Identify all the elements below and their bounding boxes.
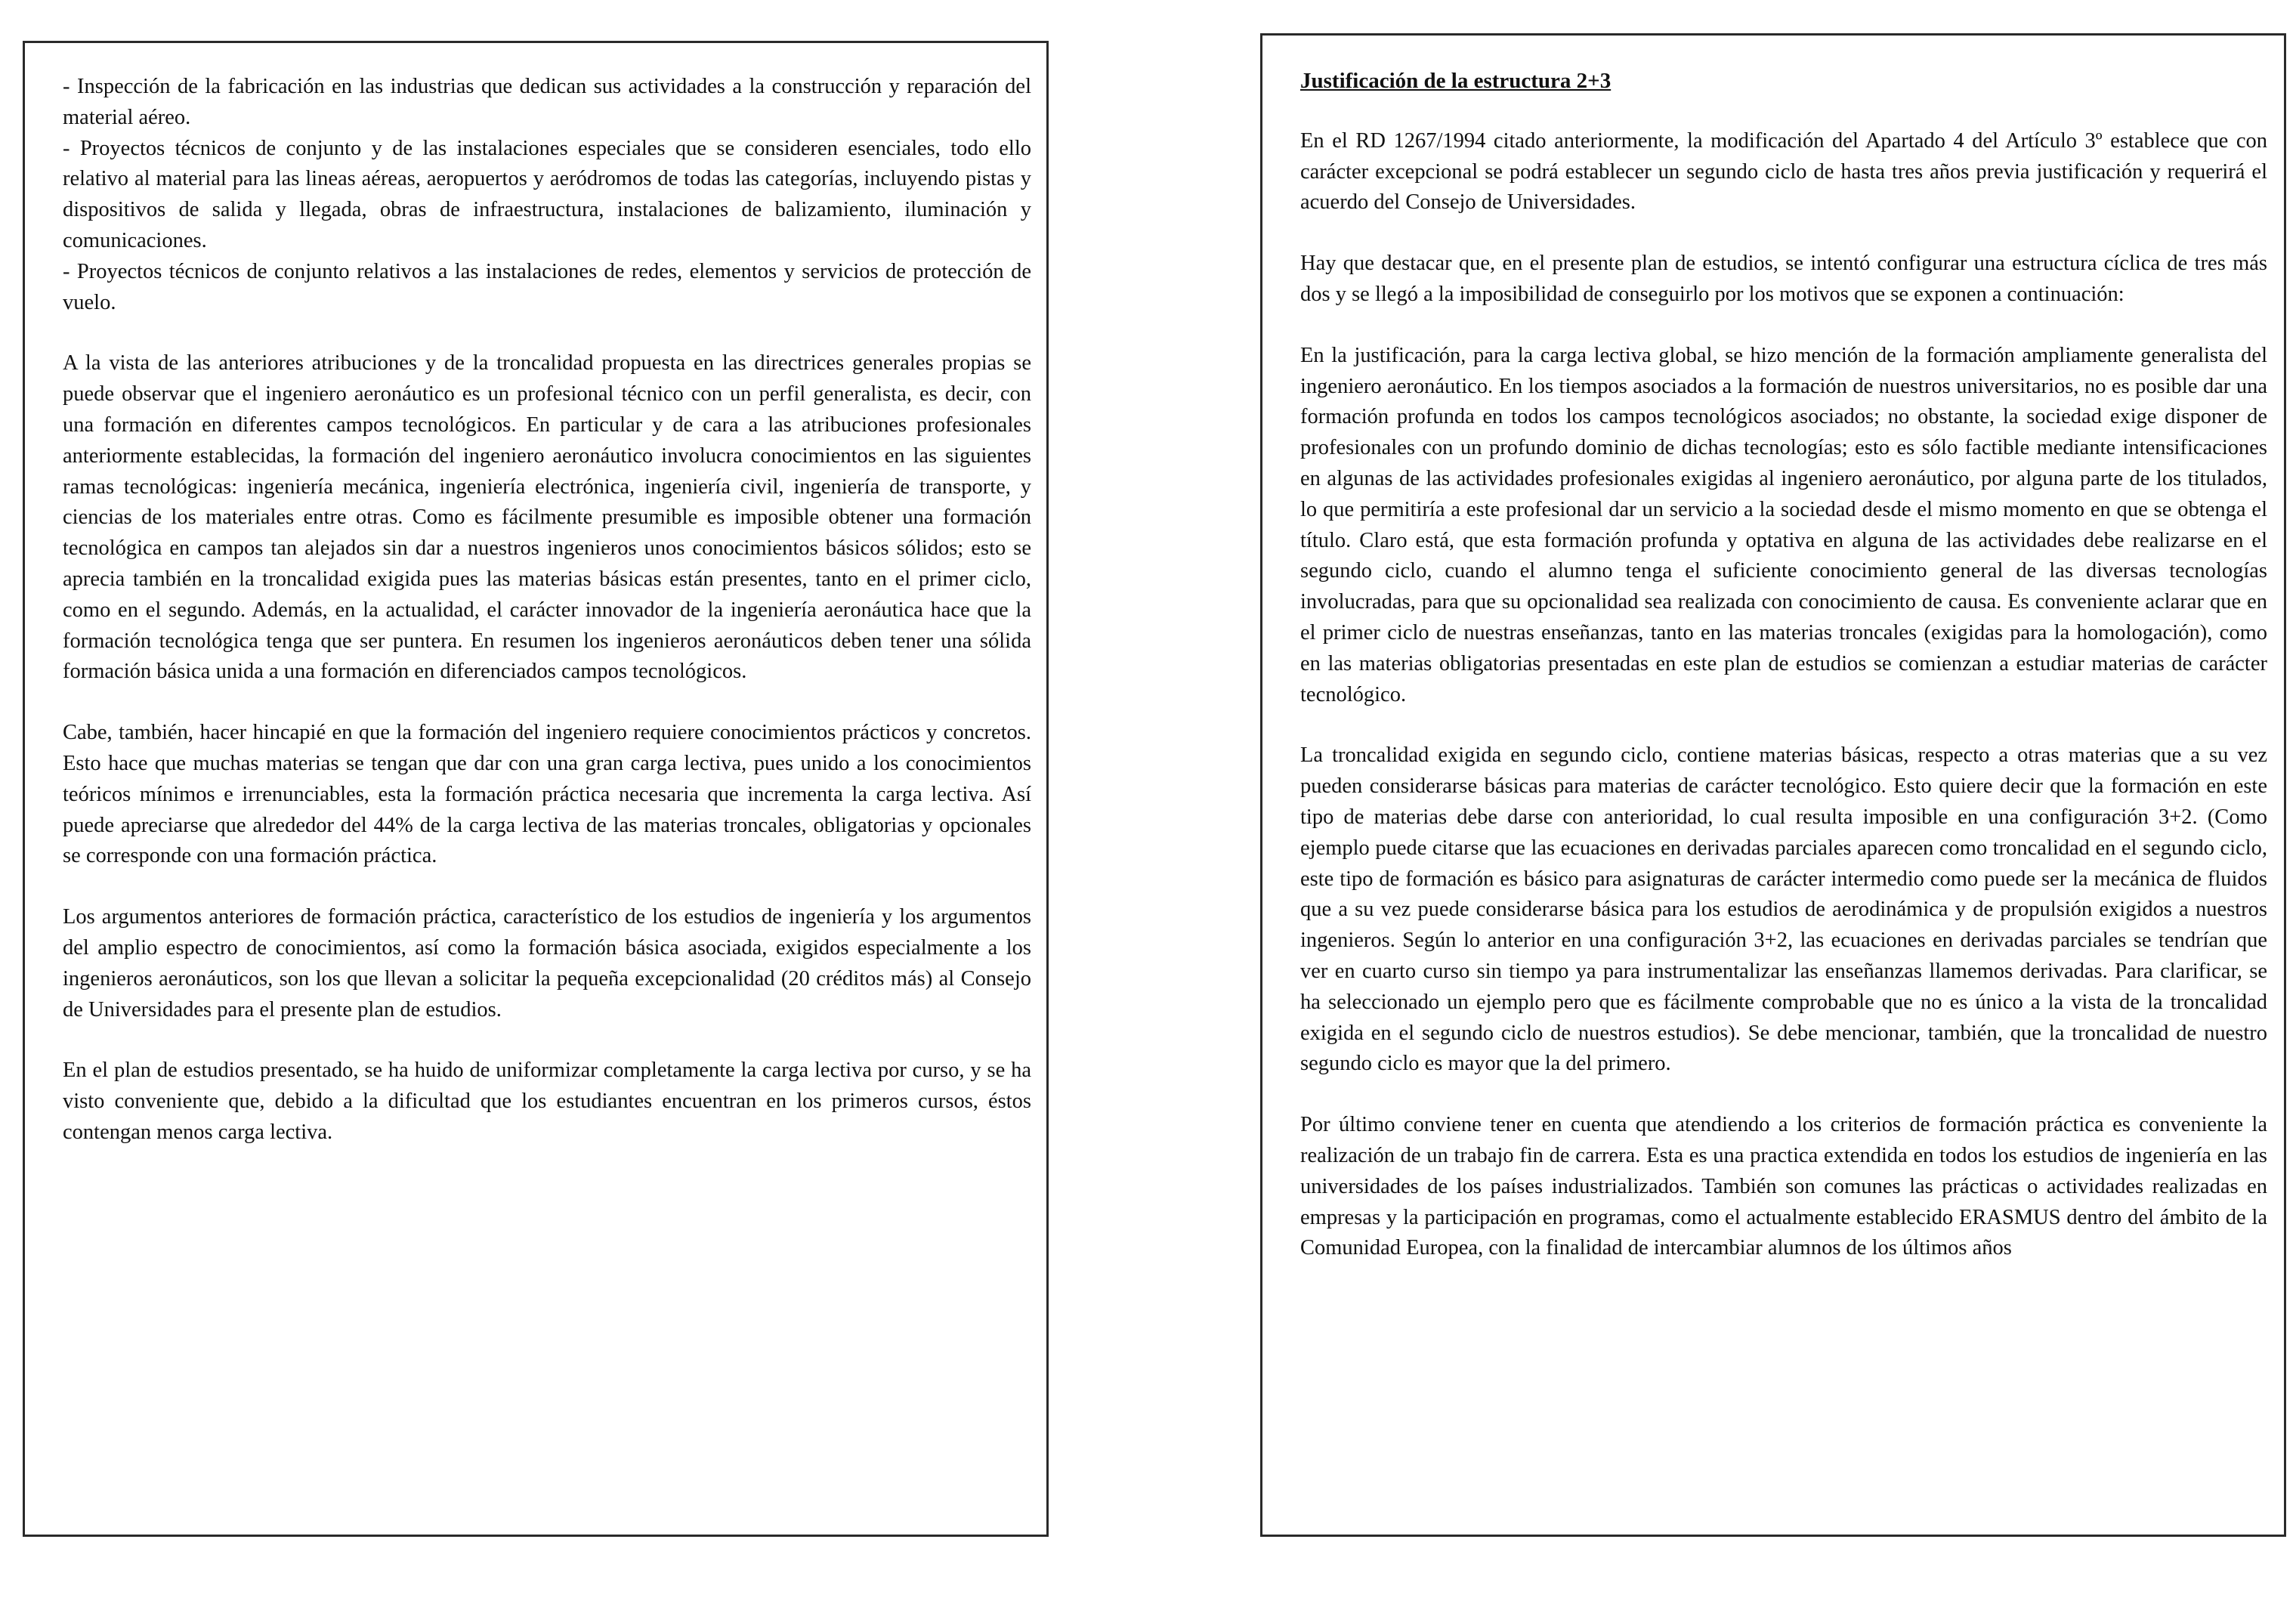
bullet-proyectos-instalaciones: - Proyectos técnicos de conjunto y de las instalaciones especiales que se consideren esenciales, todo ello relativo al material para las lineas aéreas, aeropuertos y aeródromos de todas las categorías, incluyendo pistas y dispositivos de salida y llegada, obras de infraestructura, instalaciones de balizamiento, iluminación y comunicaciones. — [63, 136, 1031, 252]
paragraph-argumentos: Los argumentos anteriores de formación práctica, característico de los estudios de ingeniería y los argumentos del amplio espectro de conocimientos, así como la formación básica asociada, exigidos especialmente a los ingenieros aeronáuticos, son los que llevan a solicitar la pequeña excepcionalidad (20 créditos más) al Consejo de Universidades para el presente plan de estudios. — [63, 905, 1031, 1022]
paragraph-destacar: Hay que destacar que, en el presente plan de estudios, se intentó configurar una estructura cíclica de tres más dos y se llegó a la imposibilidad de conseguirlo por los motivos que se exponen a continuación: — [1300, 252, 2267, 306]
section-title: Justificación de la estructura 2+3 — [1300, 69, 1612, 93]
bullet-inspeccion: - Inspección de la fabricación en las industrias que dedican sus actividades a la construcción y reparación del material aéreo. — [63, 75, 1031, 129]
paragraph-plan-estudios: En el plan de estudios presentado, se ha huido de uniformizar completamente la carga lectiva por curso, y se ha visto conveniente que, debido a la dificultad que los estudiantes encuentran en los primeros cursos, éstos contengan menos carga lectiva. — [63, 1059, 1031, 1144]
paragraph-justificacion: En la justificación, para la carga lectiva global, se hizo mención de la formación ampliamente generalista del ingeniero aeronáutico. En los tiempos asociados a la formación de nuestros universitarios, no es posible dar una formación profunda en todos los campos tecnológicos asociados; no obstante, la sociedad exige disponer de profesionales con un profundo dominio de dichas tecnologías; esto es sólo factible mediante intensificaciones en algunas de las actividades profesionales exigidas al ingeniero aeronáutico, por alguna parte de los titulados, lo que permitiría a este profesional dar un servicio a la sociedad desde el mismo momento en que se obtenga el título. Claro está, que esta formación profunda y optativa en alguna de las actividades debe realizarse en el segundo ciclo, cuando el alumno tenga el suficiente conocimiento general de las diversas tecnologías involucradas, para que su opcionalidad sea realizada con conocimiento de causa. Es conveniente aclarar que en el primer ciclo de nuestras enseñanzas, tanto en las materias troncales (exigidas para la homologación), como en las materias obligatorias presentadas en este plan de estudios se comienzan a estudiar materias de carácter tecnológico. — [1300, 343, 2267, 706]
paragraph-rd: En el RD 1267/1994 citado anteriormente, la modificación del Apartado 4 del Artículo 3º establece que con carácter excepcional se podrá establecer un segundo ciclo de hasta tres años previa justificación y requerirá el acuerdo del Consejo de Universidades. — [1300, 128, 2267, 215]
right-page — [1260, 33, 2286, 1537]
left-page — [23, 41, 1049, 1537]
paragraph-atribuciones: A la vista de las anteriores atribuciones y de la troncalidad propuesta en las directrices generales propias se puede observar que el ingeniero aeronáutico es un profesional técnico con un perfil generalista, es decir, con una formación en diferentes campos tecnológicos. En particular y de cara a las atribuciones profesionales anteriormente establecidas, la formación del ingeniero aeronáutico involucra conocimientos en las siguientes ramas tecnológicas: ingeniería mecánica, ingeniería electrónica, ingeniería civil, ingeniería de transporte, y ciencias de los materiales entre otras. Como es fácilmente presumible es imposible obtener una formación tecnológica en campos tan alejados sin dar a nuestros ingenieros unos conocimientos básicos sólidos; esto se aprecia también en la troncalidad exigida pues las materias básicas están presentes, tanto en el primer ciclo, como en el segundo. Además, en la actualidad, el carácter innovador de la ingeniería aeronáutica hace que la formación tecnológica tenga que ser puntera. En resumen los ingenieros aeronáuticos deben tener una sólida formación básica unida a una formación en diferenciados campos tecnológicos. — [63, 351, 1031, 684]
bullet-proyectos-redes: - Proyectos técnicos de conjunto relativos a las instalaciones de redes, elementos y servicios de protección de vuelo. — [63, 259, 1031, 314]
paragraph-troncalidad: La troncalidad exigida en segundo ciclo, contiene materias básicas, respecto a otras materias que a su vez pueden considerarse básicas para materias de carácter tecnológico. Esto quiere decir que la formación en este tipo de materias debe darse con anterioridad, lo cual resulta imposible en una configuración 3+2. (Como ejemplo puede citarse que las ecuaciones en derivadas parciales aparecen como troncalidad en el segundo ciclo, este tipo de formación es básico para asignaturas de carácter intermedio como puede ser la mecánica de fluidos que a su vez puede considerarse básica para los estudios de aerodinámica y de propulsión exigidos a nuestros ingenieros. Según lo anterior en una configuración 3+2, las ecuaciones en derivadas parciales se tendrían que ver en cuarto curso sin tiempo ya para instrumentalizar las enseñanzas llamemos derivadas. Para clarificar, se ha seleccionado un ejemplo pero que es fácilmente comprobable que no es único a la vista de la troncalidad exigida en el segundo ciclo de nuestros estudios). Se debe mencionar, también, que la troncalidad de nuestro segundo ciclo es mayor que la del primero. — [1300, 743, 2267, 1076]
paragraph-ultimo: Por último conviene tener en cuenta que atendiendo a los criterios de formación práctica es conveniente la realización de un trabajo fin de carrera. Esta es una practica extendida en todos los estudios de ingeniería en las universidades de los países industrializados. También son comunes las prácticas o actividades realizadas en empresas y la participación en programas, como el actualmente establecido ERASMUS dentro del ámbito de la Comunidad Europea, con la finalidad de intercambiar alumnos de los últimos años — [1300, 1113, 2267, 1260]
paragraph-formacion-practica: Cabe, también, hacer hincapié en que la formación del ingeniero requiere conocimientos prácticos y concretos. Esto hace que muchas materias se tengan que dar con una gran carga lectiva, pues unido a los conocimientos teóricos mínimos e irrenunciables, esta la formación práctica necesaria que incrementa la carga lectiva. Así puede apreciarse que alrededor del 44% de la carga lectiva de las materias troncales, obligatorias y opcionales se corresponde con una formación práctica. — [63, 721, 1031, 868]
